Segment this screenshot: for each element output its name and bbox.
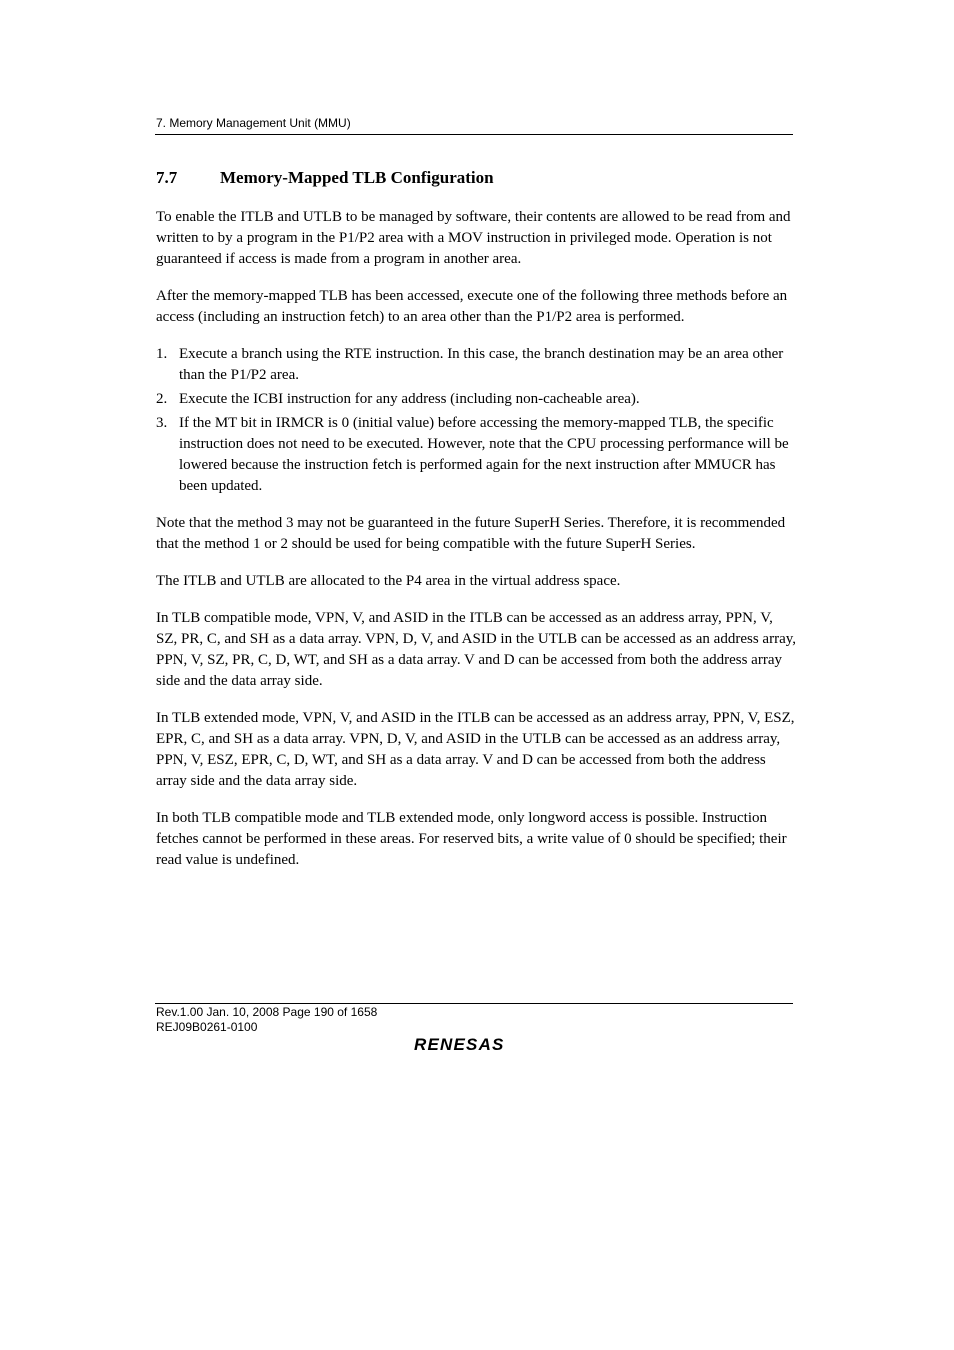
footer-divider	[155, 1003, 793, 1004]
list-item	[156, 344, 796, 386]
page-footer	[156, 1005, 377, 1035]
compatible-mode-paragraph: In TLB compatible mode, VPN, V, and ASID in the ITLB can be accessed as an address array, PPN, V, SZ, PR, C, and SH as a data array. VPN, D, V, and ASID in the UTLB can be accessed as an address array, PPN, V, SZ, PR, C, D, WT, and SH as a data array. V and D can be accessed from both the address array side and the data array side.	[156, 610, 796, 689]
allocation-paragraph: The ITLB and UTLB are allocated to the P4 area in the virtual address space.	[156, 573, 621, 589]
page-content	[156, 166, 796, 887]
running-header-title: 7. Memory Management Unit (MMU)	[156, 116, 351, 130]
list-item	[156, 389, 796, 410]
list-item	[156, 413, 796, 497]
list-item-text: Execute the ICBI instruction for any address (including non-cacheable area).	[179, 391, 640, 407]
list-item-text: Execute a branch using the RTE instruction. In this case, the branch destination may be an area other than the P1/P2 area.	[179, 346, 784, 383]
section-number: 7.7	[156, 168, 178, 187]
list-item-number: 1.	[156, 346, 168, 362]
renesas-logo-text: RENESAS	[414, 1035, 505, 1054]
extended-mode-paragraph: In TLB extended mode, VPN, V, and ASID in the ITLB can be accessed as an address array, PPN, V, ESZ, EPR, C, and SH as a data array. VPN, D, V, and ASID in the UTLB can be accessed as an address array, PPN, V, ESZ, EPR, C, D, WT, and SH as a data array. V and D can be accessed from both the address array side and the data array side.	[156, 710, 795, 789]
intro-paragraph: To enable the ITLB and UTLB to be managed by software, their contents are allowed to be read from and written to by a program in the P1/P2 area with a MOV instruction in privileged mode. Operation is not guaranteed if access is made from a program in another area.	[156, 209, 791, 267]
footer-revision-line: Rev.1.00 Jan. 10, 2008 Page 190 of 1658	[156, 1005, 378, 1019]
running-header	[156, 115, 793, 131]
footer-document-number: REJ09B0261-0100	[156, 1020, 258, 1034]
renesas-logo	[414, 1034, 534, 1054]
list-item-number: 2.	[156, 391, 168, 407]
list-item-number: 3.	[156, 415, 168, 431]
section-title: Memory-Mapped TLB Configuration	[220, 168, 494, 187]
methods-list	[156, 344, 796, 497]
list-item-text: If the MT bit in IRMCR is 0 (initial value) before accessing the memory-mapped TLB, the specific instruction does not need to be executed. However, note that the CPU processing performance will be lowered because the instruction fetch is performed again for the next instruction after MMUCR has been updated.	[179, 415, 789, 494]
after-access-paragraph: After the memory-mapped TLB has been accessed, execute one of the following three methods before an access (including an instruction fetch) to an area other than the P1/P2 area is performed.	[156, 288, 788, 325]
both-modes-paragraph: In both TLB compatible mode and TLB extended mode, only longword access is possible. Instruction fetches cannot be performed in these areas. For reserved bits, a write value of 0 should be specified; their read value is undefined.	[156, 810, 787, 868]
header-divider	[155, 134, 793, 135]
section-heading	[156, 166, 796, 190]
method3-note-paragraph: Note that the method 3 may not be guaranteed in the future SuperH Series. Therefore, it is recommended that the method 1 or 2 should be used for being compatible with the future SuperH Series.	[156, 515, 786, 552]
